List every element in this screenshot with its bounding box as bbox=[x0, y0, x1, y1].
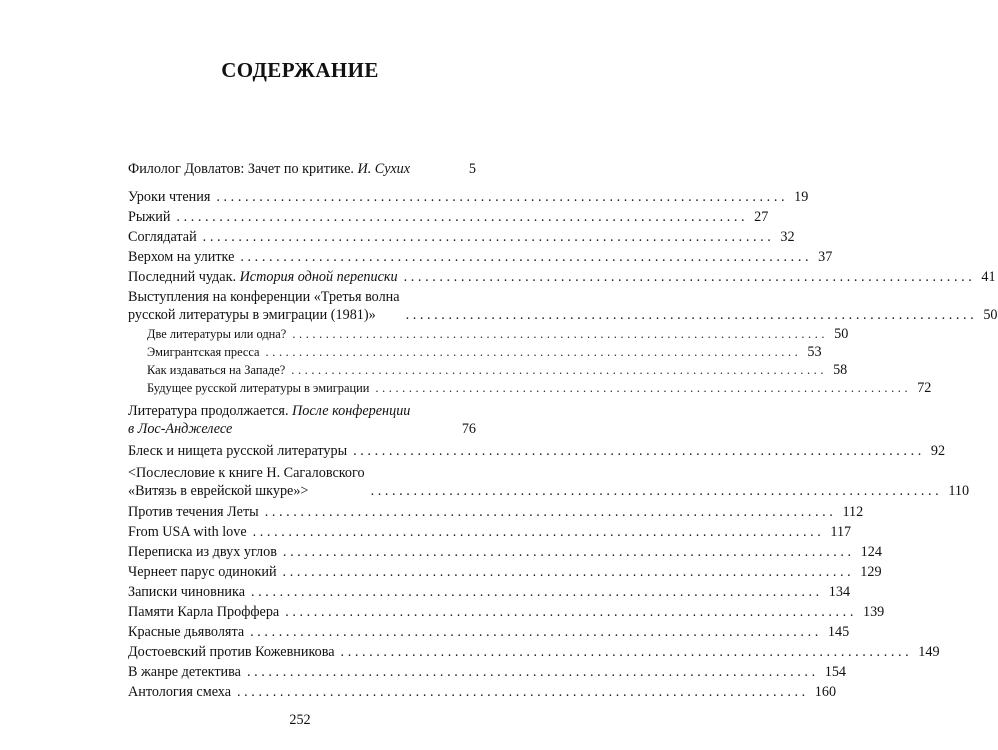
dot-leader: ................................................................................ bbox=[264, 504, 837, 520]
dot-leader: ................................................................................ bbox=[292, 327, 829, 341]
dot-leader: ................................................................................ bbox=[246, 664, 819, 680]
toc-page-number: 27 bbox=[754, 209, 769, 225]
dot-leader: ................................................................................ bbox=[405, 307, 978, 323]
dot-leader: ................................................................................ bbox=[403, 269, 976, 285]
toc-page-number: 154 bbox=[824, 664, 846, 680]
toc-page-number: 53 bbox=[807, 344, 822, 360]
toc-entry-title-line: Выступления на конференции «Третья волна bbox=[128, 289, 400, 305]
toc-entry-author: И. Сухих bbox=[357, 161, 411, 177]
toc-entry[interactable] bbox=[128, 543, 882, 561]
toc-entry[interactable] bbox=[128, 563, 882, 581]
toc-subentry[interactable] bbox=[147, 380, 932, 396]
toc-entry-title: Соглядатай bbox=[128, 229, 197, 245]
toc-page-number: 145 bbox=[827, 624, 850, 640]
dot-leader: ................................................................................ bbox=[291, 363, 828, 377]
toc-page-number: 117 bbox=[830, 524, 852, 540]
toc-page-number: 129 bbox=[860, 564, 882, 580]
toc-page-number: 58 bbox=[833, 362, 848, 378]
toc-entry-title: Последний чудак. bbox=[128, 269, 240, 285]
toc-page-number: 50 bbox=[834, 326, 849, 342]
toc-entry-title-line: «Витязь в еврейской шкуре»> bbox=[128, 483, 309, 499]
toc-entry-subtitle-line: в Лос-Анджелесе bbox=[128, 421, 233, 437]
toc-entry-title-line: <Послесловие к книге Н. Сагаловского bbox=[128, 465, 365, 481]
toc-entry-intro[interactable] bbox=[128, 160, 476, 178]
toc-entry[interactable] bbox=[128, 188, 809, 206]
toc-entry[interactable] bbox=[128, 503, 864, 521]
toc-entry-title: Уроки чтения bbox=[128, 189, 211, 205]
toc-entry-title: Записки чиновника bbox=[128, 584, 246, 600]
toc-subentry[interactable] bbox=[147, 326, 849, 342]
toc-entry-title: Чернеет парус одинокий bbox=[128, 564, 277, 580]
dot-leader: ................................................................................ bbox=[282, 544, 855, 560]
toc-entry[interactable] bbox=[128, 288, 998, 324]
dot-leader: ................................................................................ bbox=[240, 249, 813, 265]
toc-entry-title: Красные дьяволята bbox=[128, 624, 245, 640]
dot-leader: ................................................................................ bbox=[252, 524, 825, 540]
dot-leader: ................................................................................ bbox=[237, 684, 809, 700]
toc-entry-title: Филолог Довлатов: Зачет по критике. bbox=[128, 161, 358, 177]
toc-page-number: 139 bbox=[862, 604, 885, 620]
toc-entry[interactable] bbox=[128, 442, 946, 460]
toc-entry[interactable] bbox=[128, 583, 851, 601]
toc-page-number: 134 bbox=[828, 584, 851, 600]
toc-entry[interactable] bbox=[128, 464, 970, 500]
dot-leader: ................................................................................ bbox=[251, 584, 823, 600]
toc-entry-title: В жанре детектива bbox=[128, 664, 241, 680]
toc-entry-title: Литература продолжается. bbox=[128, 403, 293, 419]
toc-entry[interactable] bbox=[128, 643, 940, 661]
toc-entry[interactable] bbox=[128, 402, 476, 438]
toc-page-number: 50 bbox=[983, 307, 998, 323]
toc-entry[interactable] bbox=[128, 603, 885, 621]
dot-leader: ................................................................................ bbox=[282, 564, 855, 580]
toc-page-number: 124 bbox=[860, 544, 882, 560]
dot-leader: ................................................................................ bbox=[202, 229, 775, 245]
toc-entry-title: Против течения Леты bbox=[128, 504, 259, 520]
toc-page-number: 41 bbox=[981, 269, 996, 285]
toc-page-number: 112 bbox=[842, 504, 864, 520]
dot-leader: ................................................................................ bbox=[265, 345, 802, 359]
toc-entry-title: Будущее русской литературы в эмиграции bbox=[147, 381, 370, 395]
toc-page-number: 92 bbox=[930, 443, 946, 459]
toc-page-number: 19 bbox=[794, 189, 809, 205]
toc-page-number: 149 bbox=[918, 644, 940, 660]
toc-entry-title: Две литературы или одна? bbox=[147, 327, 287, 341]
toc-page-number: 160 bbox=[814, 684, 837, 700]
dot-leader: ................................................................................ bbox=[340, 644, 913, 660]
toc-page-number: 32 bbox=[780, 229, 795, 245]
toc-page-number: 110 bbox=[948, 483, 970, 499]
toc-entry-title: Эмигрантская пресса bbox=[147, 345, 260, 359]
toc-entry-title: Антология смеха bbox=[128, 684, 232, 700]
toc-entry-title: Блеск и нищета русской литературы bbox=[128, 443, 348, 459]
toc-entry[interactable] bbox=[128, 208, 769, 226]
toc-entry[interactable] bbox=[128, 663, 846, 681]
toc-page-number: 76 bbox=[461, 421, 476, 437]
dot-leader: ................................................................................ bbox=[216, 189, 789, 205]
toc-entry-title: From USA with love bbox=[128, 524, 247, 540]
dot-leader: ................................................................................ bbox=[285, 604, 857, 620]
toc-entry-title-line: русской литературы в эмиграции (1981)» bbox=[128, 307, 376, 323]
toc-entry[interactable] bbox=[128, 523, 852, 541]
toc-entry-subtitle: История одной переписки bbox=[239, 269, 398, 285]
toc-entry[interactable] bbox=[128, 683, 837, 701]
toc-entry-title: Верхом на улитке bbox=[128, 249, 235, 265]
toc-entry-subtitle: После конференции bbox=[292, 403, 411, 419]
toc-entry[interactable] bbox=[128, 248, 833, 266]
toc-entry-title: Как издаваться на Западе? bbox=[147, 363, 286, 377]
toc-subentry[interactable] bbox=[147, 344, 822, 360]
toc-subentry[interactable] bbox=[147, 362, 848, 378]
toc-entry-title: Рыжий bbox=[128, 209, 171, 225]
page-title: СОДЕРЖАНИЕ bbox=[221, 58, 379, 82]
dot-leader: ................................................................................ bbox=[176, 209, 749, 225]
toc-entry-title: Переписка из двух углов bbox=[128, 544, 277, 560]
toc-entry-title: Достоевский против Кожевникова bbox=[128, 644, 335, 660]
toc-page-number: 37 bbox=[818, 249, 833, 265]
dot-leader: ................................................................................ bbox=[250, 624, 822, 640]
dot-leader: ................................................................................ bbox=[375, 381, 912, 395]
toc-page-number: 72 bbox=[917, 380, 932, 396]
toc-entry-title: Памяти Карла Проффера bbox=[128, 604, 280, 620]
toc-entry[interactable] bbox=[128, 228, 795, 246]
toc-entry[interactable] bbox=[128, 268, 996, 286]
page-number: 252 bbox=[289, 712, 311, 728]
dot-leader: ................................................................................ bbox=[370, 483, 943, 499]
toc-page-number: 5 bbox=[468, 161, 476, 177]
dot-leader: ................................................................................ bbox=[353, 443, 925, 459]
toc-entry[interactable] bbox=[128, 623, 850, 641]
